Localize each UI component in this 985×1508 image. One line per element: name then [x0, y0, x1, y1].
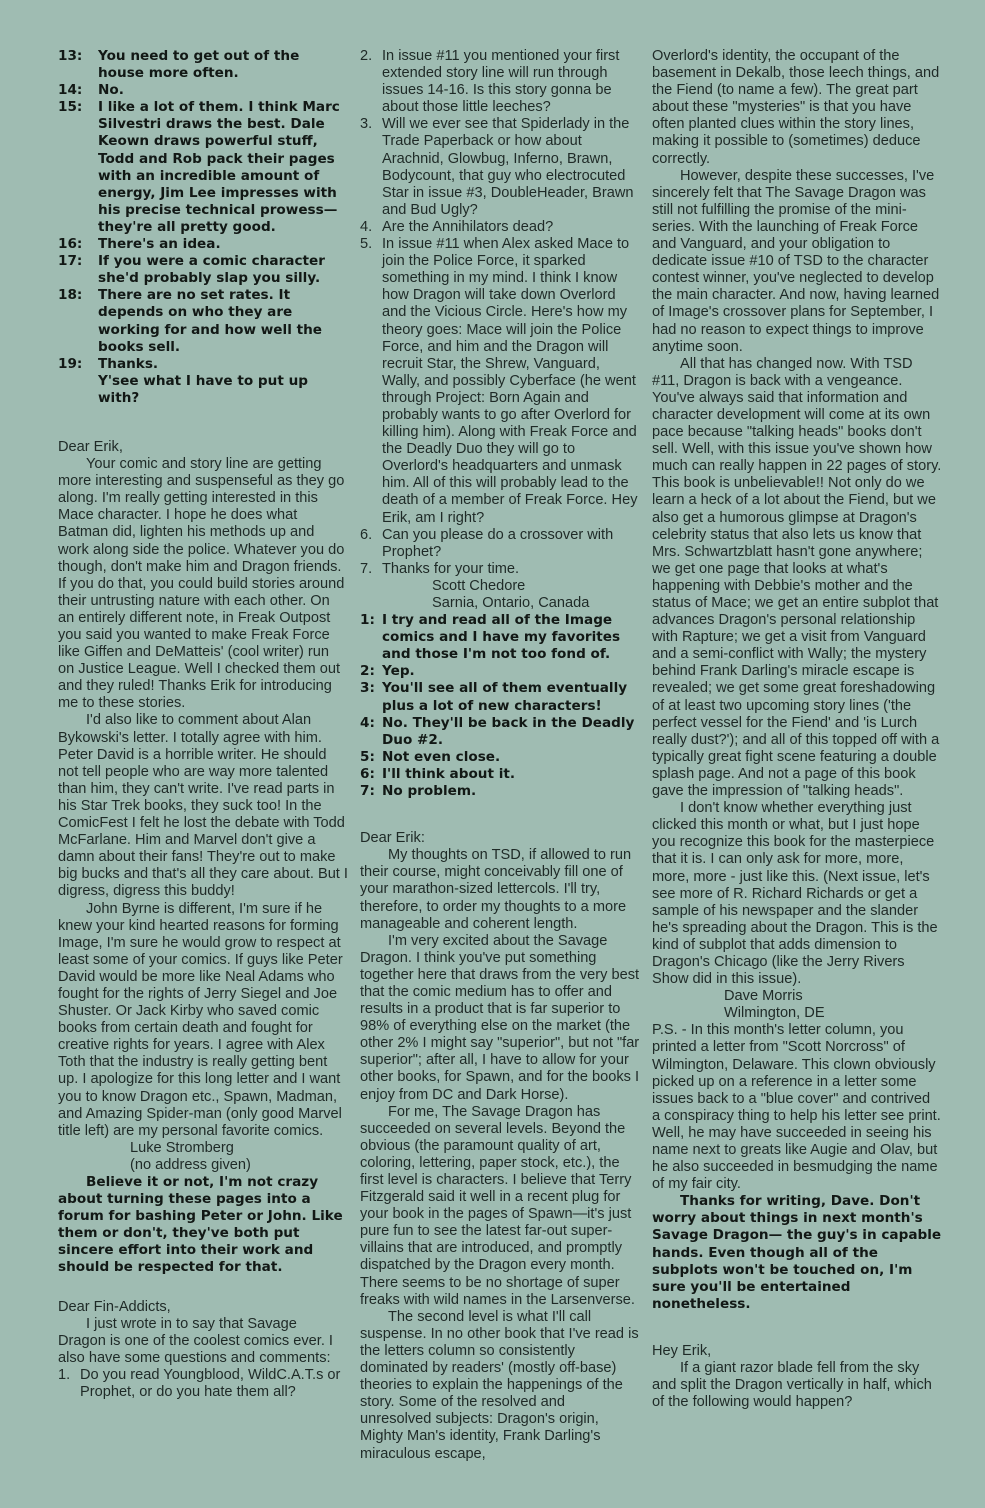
- column-1: [58, 48, 348, 1401]
- answer-number: 4:: [360, 714, 375, 731]
- answer-text: I'll think about it.: [382, 765, 516, 782]
- editor-reply: Believe it or not, I'm not crazy about turning these pages into a forum for bashing Peter or John. Like them or don't, they've both put sincere effort into their work and should be respected for that.: [58, 1174, 343, 1276]
- answer-item: [360, 783, 640, 800]
- answer-item: [58, 287, 348, 355]
- question-item: [360, 561, 640, 578]
- letter-paragraph: Your comic and story line are getting more interesting and suspenseful as they go along. I'm really getting interested in this Mace character. I hope he does what Batman did, lighten his methods up and work along side the police. Whatever you do though, don't make him and Dragon friends. If you do that, you could build stories around their untrusting nature with each other. On an entirely different note, in Freak Outpost you said you wanted to make Freak Force like Giffen and DeMatteis' (cool writer) run on Justice League. Well I checked them out and they ruled! Thanks Erik for introducing me to these stories.: [58, 456, 345, 712]
- answer-text: Yep.: [382, 663, 415, 680]
- question-number: 4.: [360, 218, 373, 235]
- answer-item: [360, 715, 640, 749]
- question-item: [58, 1367, 348, 1401]
- answers-block-1: [58, 48, 348, 407]
- answer-item: [58, 253, 348, 287]
- answer-number: 19:: [58, 355, 83, 372]
- letter-paragraph: Overlord's identity, the occupant of the basement in Dekalb, those leech things, and the Fiend (to name a few). The great part about these "mysteries" is that you have often planted clues within the story lines, making it possible to (sometimes) deduce correctly.: [652, 48, 940, 167]
- answer-number: 17:: [58, 253, 83, 270]
- column-3: [652, 48, 942, 1411]
- answer-item: [58, 48, 348, 82]
- letter-paragraph: My thoughts on TSD, if allowed to run their course, might conceivably fill one of your marathon-sized lettercols. I'll try, therefore, to order my thoughts to a more manageable and coherent length.: [360, 847, 632, 932]
- answer-text: There's an idea.: [98, 236, 221, 253]
- answer-item: [360, 663, 640, 680]
- answer-number: 7:: [360, 783, 375, 800]
- letter-signature-address: Wilmington, DE: [724, 1005, 825, 1022]
- answer-item: [58, 99, 348, 236]
- question-item: [360, 527, 640, 561]
- answer-text: Thanks.: [98, 355, 159, 372]
- letter-paragraph: I don't know whether everything just clicked this month or what, but I just hope you recognize this book for the masterpiece that it is. I can only ask for more, more, more, more - just like this. (Next issue, let's see more of R. Richard Richards or get a sample of his newspaper and the slander he's spreading about the Dragon. This is the kind of subplot that adds dimension to Dragon's Chicago (like the Jerry Rivers Show did in this issue).: [652, 800, 938, 988]
- answer-number: 2:: [360, 663, 375, 680]
- answer-text: Not even close.: [382, 748, 501, 765]
- answer-item: [360, 766, 640, 783]
- answer-number: 15:: [58, 99, 83, 116]
- question-number: 7.: [360, 560, 373, 577]
- question-list: [58, 1367, 348, 1401]
- letter-paragraph: However, despite these successes, I've sincerely felt that The Savage Dragon was still not fulfilling the promise of the mini-series. With the launching of Freak Force and Vanguard, and your obligation to dedicate issue #10 of TSD to the character contest winner, you've neglected to develop the main character. And now, having learned of Image's crossover plans for September, I had no reason to expect things to improve anytime soon.: [652, 167, 940, 355]
- answer-tail: Y'see what I have to put up with?: [98, 372, 308, 406]
- answer-text: You'll see all of them eventually plus a lot of new characters!: [382, 680, 628, 714]
- question-text: In issue #11 you mentioned your first extended story line will run through issues 14-16. Is this story gonna be about those little leeches?: [382, 48, 620, 116]
- editor-reply: Thanks for writing, Dave. Don't worry about things in next month's Savage Dragon— the guy's in capable hands. Even though all of the subplots won't be touched on, I'm sure you'll be entertained nonetheless.: [652, 1193, 942, 1312]
- answer-number: 5:: [360, 748, 375, 765]
- question-item: [360, 116, 640, 219]
- answer-number: 13:: [58, 48, 83, 64]
- question-text: Will we ever see that Spiderlady in the Trade Paperback or how about Arachnid, Glowbug, Inferno, Brawn, Bodycount, that guy who electrocuted Star in issue #3, DoubleHeader, Brawn and Bud Ugly?: [382, 116, 634, 218]
- answer-number: 1:: [360, 612, 375, 629]
- answer-text: There are no set rates. It depends on who they are working for and how well the books sell.: [98, 287, 322, 355]
- letter-paragraph: All that has changed now. With TSD #11, Dragon is back with a vengeance. You've always said that information and character development will come at its own pace because "talking heads" books don't sell. Well, with this issue you've shown how much can really happen in 22 pages of story. This book is unbelievable!! Not only do we learn a heck of a lot about the Fiend, but we also get a humorous glimpse at Dragon's celebrity status that also lets us know that Mrs. Schwartzblatt hasn't gone anywhere; we get one page that looks at what's happening with Debbie's mother and the status of Mace; we get an entire subplot that advances Dragon's personal relationship with Rapture; we get a visit from Vanguard and a semi-conflict with Wally; the mystery behind Frank Darling's miracle escape is revealed; we get some great foreshadowing of at least two upcoming story lines ('the perfect vessel for the Fiend' and 'is Lurch really dust?'); and all of this topped off with a typically great fight scene featuring a double splash page. And not a page of this book gave the impression of "talking heads".: [652, 355, 942, 800]
- question-item: [360, 236, 640, 527]
- letter-signature-name: Dave Morris: [724, 988, 803, 1005]
- answer-text: No problem.: [382, 783, 477, 800]
- answer-item: [58, 82, 348, 99]
- answer-number: 3:: [360, 680, 375, 697]
- answer-item: [58, 236, 348, 253]
- answer-item: [360, 612, 640, 663]
- answer-number: 14:: [58, 82, 83, 99]
- answer-text: You need to get out of the house more often.: [98, 48, 300, 82]
- letter-paragraph: If a giant razor blade fell from the sky and split the Dragon vertically in half, which of the following would happen?: [652, 1360, 932, 1411]
- answer-text: No. They'll be back in the Deadly Duo #2.: [382, 714, 635, 748]
- letter-paragraph: John Byrne is different, I'm sure if he knew your kind hearted reasons for forming Image, I'm sure he would grow to respect at least some of your comics. If guys like Peter David would be more like Neal Adams who fought for the rights of Jerry Siegel and Joe Shuster. Or Jack Kirby who saved comic books from certain death and fought for creative rights for years. I agree with Alex Toth that the industry is really getting bent up. I apologize for this long letter and I want you to know Dragon etc., Spawn, Madman, and Amazing Spider-man (only good Marvel title left) are my personal favorite comics.: [58, 900, 343, 1139]
- question-number: 5.: [360, 236, 373, 253]
- letter-signature-name: Scott Chedore: [432, 577, 526, 594]
- answers-block-2: [360, 612, 640, 800]
- question-number: 3.: [360, 116, 373, 133]
- letter-paragraph: I'd also like to comment about Alan Bykowski's letter. I totally agree with him. Peter David is a horrible writer. He should not tell people who are way more talented than him, they can't write. I've read parts in his Star Trek books, they suck too! In the ComicFest I felt he lost the debate with Todd McFarlane. Him and Marvel don't give a damn about their fans! They're out to make big bucks and that's all they care about. But I digress, digress this buddy!: [58, 712, 348, 900]
- letter-greeting: Hey Erik,: [652, 1342, 712, 1359]
- answer-item: [360, 680, 640, 714]
- letter-greeting: Dear Fin-Addicts,: [58, 1298, 171, 1315]
- answer-number: 6:: [360, 765, 375, 782]
- question-text: In issue #11 when Alex asked Mace to join the Police Force, it sparked something in my mind. I think I know how Dragon will take down Overlord and the Vicious Circle. Here's how my theory goes: Mace will join the Police Force, and him and the Dragon will recruit Star, the Shrew, Vanguard, Wally, and possibly Cyberface (he went through Project: Born Again and probably wants to go after Overlord for killing him). Along with Freak Force and the Deadly Duo they will go to Overlord's headquarters and unmask him. All of this will probably lead to the death of a member of Freak Force. Hey Erik, am I right?: [382, 236, 638, 526]
- letter-greeting: Dear Erik:: [360, 830, 425, 847]
- question-text: Are the Annihilators dead?: [382, 218, 554, 235]
- answer-text: I like a lot of them. I think Marc Silvestri draws the best. Dale Keown draws powerful stuff, Todd and Rob pack their pages with an incredible amount of energy, Jim Lee impresses with his precise technical prowess— they're all pretty good.: [98, 99, 340, 235]
- answer-text: If you were a comic character she'd probably slap you silly.: [98, 253, 325, 287]
- question-item: [360, 219, 640, 236]
- letter-signature-address: Sarnia, Ontario, Canada: [432, 595, 590, 611]
- answer-item: [58, 356, 348, 373]
- answer-number: 16:: [58, 236, 83, 253]
- answer-item: [360, 749, 640, 766]
- letter-paragraph: I just wrote in to say that Savage Dragon is one of the coolest comics ever. I also have some questions and comments:: [58, 1315, 333, 1366]
- answer-number: 18:: [58, 287, 83, 304]
- letter-paragraph: The second level is what I'll call suspense. In no other book that I've read is the letters column so consistently dominated by readers' (mostly off-base) theories to explain the happenings of the story. Some of the resolved and unresolved subjects: Dragon's origin, Mighty Man's identity, Frank Darling's miraculous escape,: [360, 1308, 639, 1462]
- question-text: Do you read Youngblood, WildC.A.T.s or Prophet, or do you hate them all?: [80, 1366, 341, 1401]
- letter-greeting: Dear Erik,: [58, 438, 123, 455]
- question-number: 6.: [360, 526, 373, 543]
- question-number: 1.: [58, 1366, 71, 1383]
- letter-signature-address: (no address given): [130, 1156, 251, 1173]
- question-number: 2.: [360, 48, 373, 64]
- question-text: Thanks for your time.: [382, 560, 520, 577]
- column-2: [360, 48, 640, 1463]
- answer-text: I try and read all of the Image comics and I have my favorites and those I'm not too fond of.: [382, 612, 621, 663]
- question-text: Can you please do a crossover with Prophet?: [382, 526, 614, 560]
- question-list: [360, 48, 640, 578]
- letter-paragraph: For me, The Savage Dragon has succeeded on several levels. Beyond the obvious (the paramount quality of art, coloring, lettering, paper stock, etc.), the first level is characters. I believe that Terry Fitzgerald said it well in a recent plug for your book in the pages of Spawn—it's just pure fun to see the latest far-out super-villains that are introduced, and promptly dispatched by the Dragon every month. There seems to be no shortage of super freaks with wild names in the Larsenverse.: [360, 1103, 635, 1308]
- answer-text: No.: [98, 82, 124, 99]
- question-item: [360, 48, 640, 116]
- letter-paragraph: I'm very excited about the Savage Dragon. I think you've put something together here that draws from the very best that the comic medium has to offer and results in a product that is far superior to 98% of everything else on the market (the other 2% I might say "superior", but not "far superior"; after all, I have to allow for your other books, for Spawn, and for the books I enjoy from DC and Dark Horse).: [360, 932, 640, 1103]
- letter-postscript: P.S. - In this month's letter column, you printed a letter from "Scott Norcross" of Wilmington, Delaware. This clown obviously picked up on a reference in a letter some issues back to a "blue cover" and contrived a conspiracy thing to help his letter see print. Well, he may have succeeded in seeing his name next to greats like Augie and Olav, but he also succeeded in besmudging the name of my fair city.: [652, 1022, 941, 1193]
- letter-signature-name: Luke Stromberg: [130, 1139, 234, 1156]
